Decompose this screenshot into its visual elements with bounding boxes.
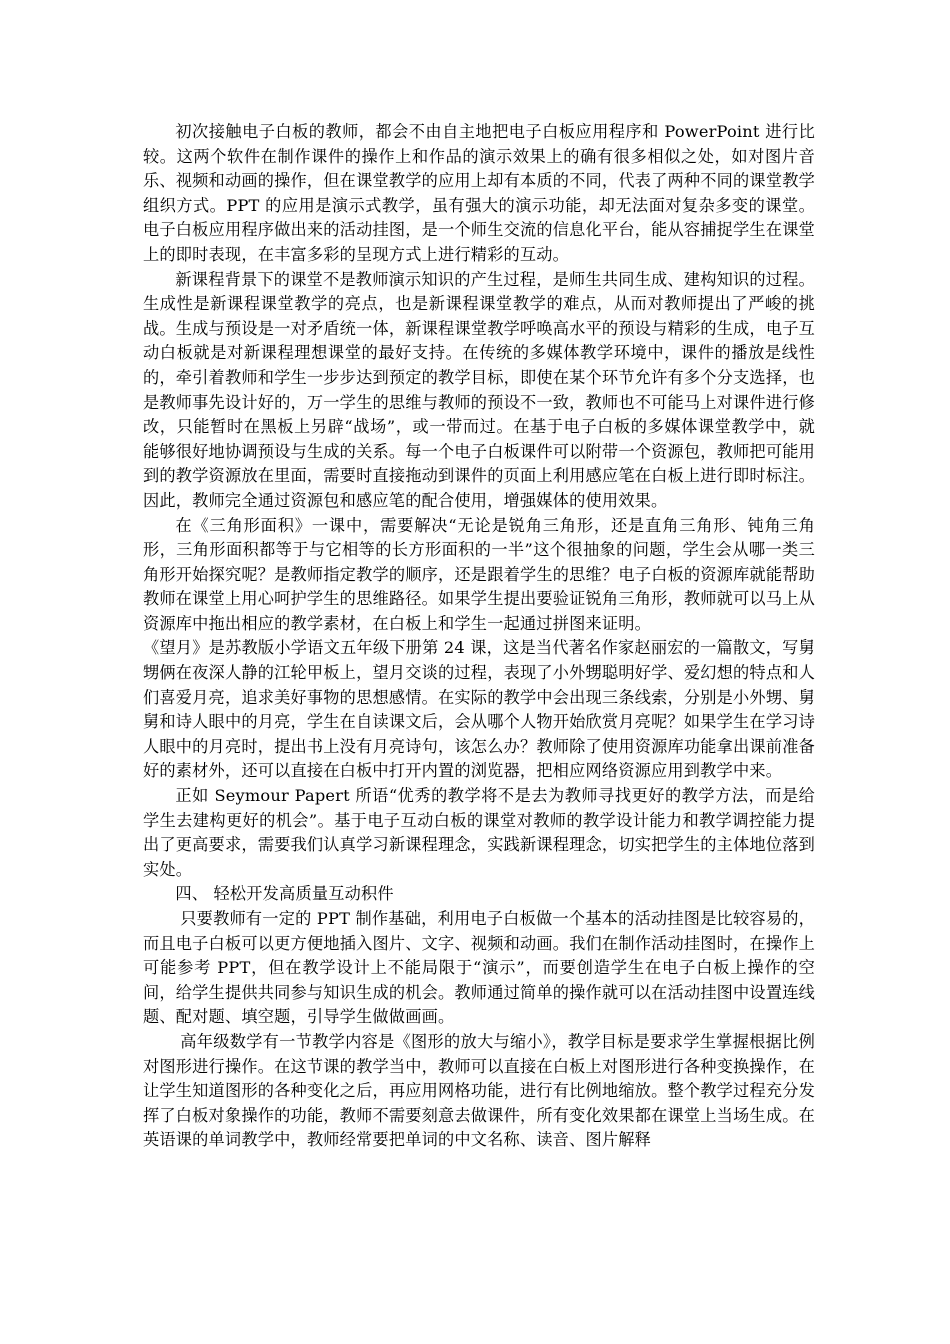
paragraph-new-curriculum: 新课程背景下的课堂不是教师演示知识的产生过程，是师生共同生成、建构知识的过程。生成性是新课程课堂教学的亮点，也是新课程课堂教学的难点，从而对教师提出了严峻的挑战。生成与预设是一对矛盾统一体，新课程课堂教学呼唤高水平的预设与精彩的生成，电子互动白板就是对新课程理想课堂的最好支持。在传统的多媒体教学环境中，课件的播放是线性的，牵引着教师和学生一步步达到预定的教学目标，即使在某个环节允许有多个分支选择，也是教师事先设计好的，万一学生的思维与教师的预设不一致，教师也不可能马上对课件进行修改，只能暂时在黑板上另辟“战场”，或一带而过。在基于电子白板的多媒体课堂教学中，就能够很好地协调预设与生成的关系。每一个电子白板课件可以附带一个资源包，教师把可能用到的教学资源放在里面，需要时直接拖动到课件的页面上利用感应笔在白板上进行即时标注。因此，教师完全通过资源包和感应笔的配合使用，增强媒体的使用效果。 — [143, 269, 815, 510]
paragraph-whiteboard-vs-ppt: 初次接触电子白板的教师，都会不由自主地把电子白板应用程序和 PowerPoint 进行比较。这两个软件在制作课件的操作上和作品的演示效果上的确有很多相似之处，如对图片音乐、视频和动画的操作，但在课堂教学的应用上却有本质的不同，代表了两种不同的课堂教学组织方式。PPT 的应用是演示式教学，虽有强大的演示功能，却无法面对复杂多变的课堂。电子白板应用程序做出来的活动挂图，是一个师生交流的信息化平台，能从容捕捉学生在课堂上的即时表现，在丰富多彩的呈现方式上进行精彩的互动。 — [143, 122, 815, 264]
paragraph-wangyue: 《望月》是苏教版小学语文五年级下册第 24 课，这是当代著名作家赵丽宏的一篇散文，写舅甥俩在夜深人静的江轮甲板上，望月交谈的过程，表现了小外甥聪明好学、爱幻想的特点和人们喜爱月亮，追求美好事物的思想感情。在实际的教学中会出现三条线索，分别是小外甥、舅舅和诗人眼中的月亮，学生在自读课文后，会从哪个人物开始欣赏月亮呢？如果学生在学习诗人眼中的月亮时，提出书上没有月亮诗句，该怎么办？教师除了使用资源库功能拿出课前准备好的素材外，还可以直接在白板中打开内置的浏览器，把相应网络资源应用到教学中来。 — [143, 638, 815, 781]
paragraph-shape-scaling: 高年级数学有一节教学内容是《图形的放大与缩小》，教学目标是要求学生掌握根据比例对图形进行操作。在这节课的教学当中，教师可以直接在白板上对图形进行各种变换操作，在让学生知道图形的各种变化之后，再应用网格功能，进行有比例地缩放。整个教学过程充分发挥了白板对象操作的功能，教师不需要刻意去做课件，所有变化效果都在课堂上当场生成。在英语课的单词教学中，教师经常要把单词的中文名称、读音、图片解释 — [143, 1031, 815, 1150]
document-body — [143, 120, 815, 1153]
paragraph-ppt-basics: 只要教师有一定的 PPT 制作基础，利用电子白板做一个基本的活动挂图是比较容易的，而且电子白板可以更方便地插入图片、文字、视频和动画。我们在制作活动挂图时，在操作上可能参考 PPT，但在教学设计上不能局限于“演示”，而要创造学生在电子白板上操作的空间，给学生提供共同参与知识生成的机会。教师通过简单的操作就可以在活动挂图中设置连线题、配对题、填空题，引导学生做做画画。 — [143, 909, 815, 1027]
section-heading-four: 四、 轻松开发高质量互动积件 — [175, 884, 394, 904]
paragraph-seymour-papert: 正如 Seymour Papert 所语“优秀的教学将不是去为教师寻找更好的教学方法，而是给学生去建构更好的机会”。基于电子互动白板的课堂对教师的教学设计能力和教学调控能力提出了更高要求，需要我们认真学习新课程理念，实践新课程理念，切实把学生的主体地位落到实处。 — [143, 786, 815, 879]
paragraph-triangle-area: 在《三角形面积》一课中，需要解决“无论是锐角三角形，还是直角三角形、钝角三角形，三角形面积都等于与它相等的长方形面积的一半”这个很抽象的问题，学生会从哪一类三角形开始探究呢？是教师指定教学的顺序，还是跟着学生的思维？电子白板的资源库就能帮助教师在课堂上用心呵护学生的思维路径。如果学生提出要验证锐角三角形，教师就可以马上从资源库中拖出相应的教学素材，在白板上和学生一起通过拼图来证明。 — [143, 515, 815, 633]
